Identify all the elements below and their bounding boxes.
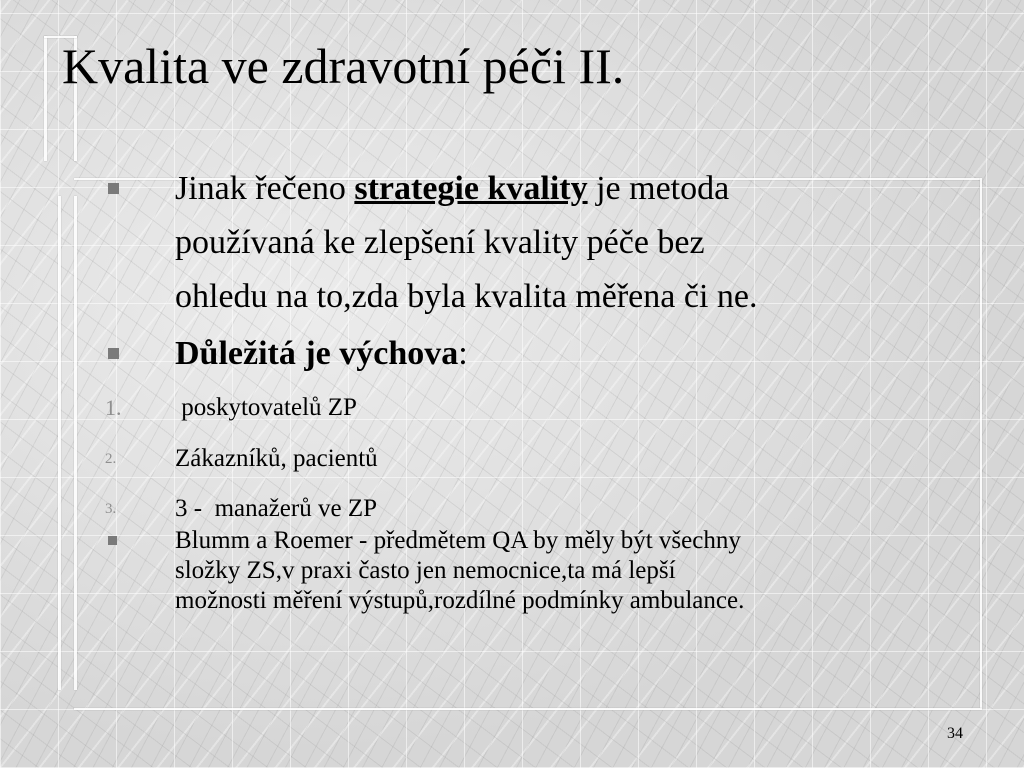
bullet-line: možnosti měření výstupů,rozdílné podmínky ambulance. <box>175 587 745 614</box>
bullet-line: Blumm a Roemer - předmětem QA by měly být všechny <box>175 527 741 554</box>
bullet-line <box>175 162 985 216</box>
square-bullet-icon <box>108 183 119 194</box>
bullet-line: složky ZS,v praxi často jen nemocnice,ta má lepší <box>175 557 676 584</box>
list-item-text: poskytovatelů ZP <box>175 394 357 421</box>
page-number: 34 <box>947 725 963 742</box>
frame-line-left-bottom <box>58 196 61 690</box>
list-number: 2. <box>105 451 117 467</box>
slide-content <box>105 162 985 616</box>
bullet-text: : <box>458 335 468 372</box>
bullet-line: ohledu na to,zda byla kvalita měřena či ne. <box>175 278 758 315</box>
bullet-item-strategy <box>105 162 985 324</box>
square-bullet-icon <box>108 536 117 545</box>
bullet-line: používaná ke zlepšení kvality péče bez <box>175 224 705 261</box>
numbered-item-2 <box>105 444 985 474</box>
slide-title: Kvalita ve zdravotní péči II. <box>62 38 625 94</box>
frame-line-left-top <box>44 36 47 161</box>
bullet-text: je metoda <box>587 170 730 207</box>
strategy-emphasis: strategie kvality <box>354 170 588 207</box>
list-number: 1. <box>105 395 122 420</box>
numbered-item-3 <box>105 494 985 524</box>
frame-line-left-bottom-inner <box>74 196 77 690</box>
bullet-text: Jinak řečeno <box>175 170 355 207</box>
list-item-text: 3 - manažerů ve ZP <box>175 495 378 522</box>
bullet-item-education <box>105 327 985 381</box>
education-emphasis: Důležitá je výchova <box>175 335 459 372</box>
list-number: 3. <box>105 501 117 517</box>
frame-line-content-bottom <box>74 708 982 710</box>
bullet-item-blumm-roemer <box>105 526 985 616</box>
numbered-item-1 <box>105 393 985 423</box>
square-bullet-icon <box>108 348 119 359</box>
bullet-line <box>175 327 985 381</box>
list-item-text: Zákazníků, pacientů <box>175 445 378 472</box>
